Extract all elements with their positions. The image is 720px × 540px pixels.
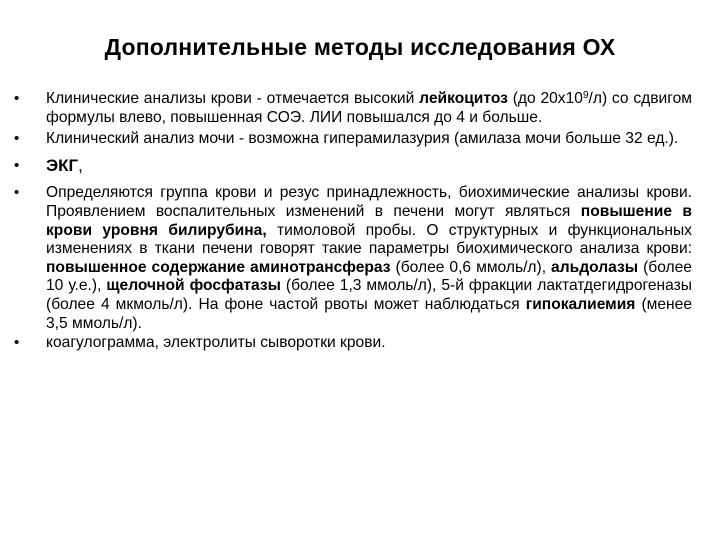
- bold-term: щелочной фосфатазы: [106, 277, 281, 295]
- text-segment: коагулограмма, электролиты сыворотки крови.: [46, 334, 386, 352]
- bullet-text: [46, 184, 692, 331]
- text-segment: ,: [78, 155, 83, 175]
- text-segment: (менее 3,5 ммоль/л).: [46, 295, 692, 332]
- bullet-icon: •: [14, 184, 20, 202]
- text-segment: Клинический анализ мочи - возможна гиперамилазурия (амилаза мочи больше 32 ед.).: [46, 130, 679, 148]
- bullet-text: [46, 130, 678, 147]
- bullet-text: [46, 156, 83, 175]
- text-segment: (до 20х10: [507, 90, 583, 107]
- superscript: 9: [582, 90, 589, 101]
- text-segment: (более 0,6 ммоль/л),: [390, 258, 552, 276]
- text-segment: тимоловой пробы. О структурных и функциональных изменениях в ткани печени говорят такие параметры биохимического анализа крови:: [46, 221, 692, 258]
- bullet-item-ecg: [12, 157, 692, 176]
- bullet-item-biochemistry: [12, 184, 692, 333]
- bullet-item-coagulogram: [12, 334, 692, 353]
- bullet-icon: •: [14, 130, 20, 148]
- slide-title: Дополнительные методы исследования ОХ: [104, 34, 616, 60]
- bullet-icon: •: [14, 90, 20, 107]
- bold-term: гипокалиемия: [525, 295, 636, 313]
- text-segment: (более 10 у.е.),: [46, 258, 692, 295]
- text-segment: /л) со сдвигом формулы влево, повышенная СОЭ. ЛИИ повышался до 4 и больше.: [46, 90, 692, 126]
- bullet-icon: •: [14, 156, 20, 174]
- bullet-list: [12, 90, 692, 353]
- bullet-text: [46, 90, 692, 126]
- text-segment: Определяются группа крови и резус принадлежность, биохимические анализы крови. Проявлением воспалительных изменений в печени могут являться: [46, 184, 692, 220]
- bold-term: повышение в крови уровня билирубина,: [46, 202, 692, 239]
- bullet-item-urine-analysis: [12, 130, 692, 149]
- bold-term: повышенное содержание аминотрансфераз: [46, 258, 391, 276]
- bullet-icon: •: [14, 334, 20, 352]
- bold-term: лейкоцитоз: [419, 90, 508, 107]
- bold-term: альдолазы: [551, 258, 639, 276]
- text-segment: (более 1,3 ммоль/л), 5-й фракции лактатдегидрогеназы (более 4 мкмоль/л). На фоне частой рвоты может наблюдаться: [46, 277, 693, 313]
- bullet-text: [46, 334, 386, 351]
- text-segment: Клинические анализы крови - отмечается высокий: [46, 90, 420, 107]
- bullet-item-blood-analysis: [12, 90, 692, 127]
- bold-term: ЭКГ: [46, 155, 79, 175]
